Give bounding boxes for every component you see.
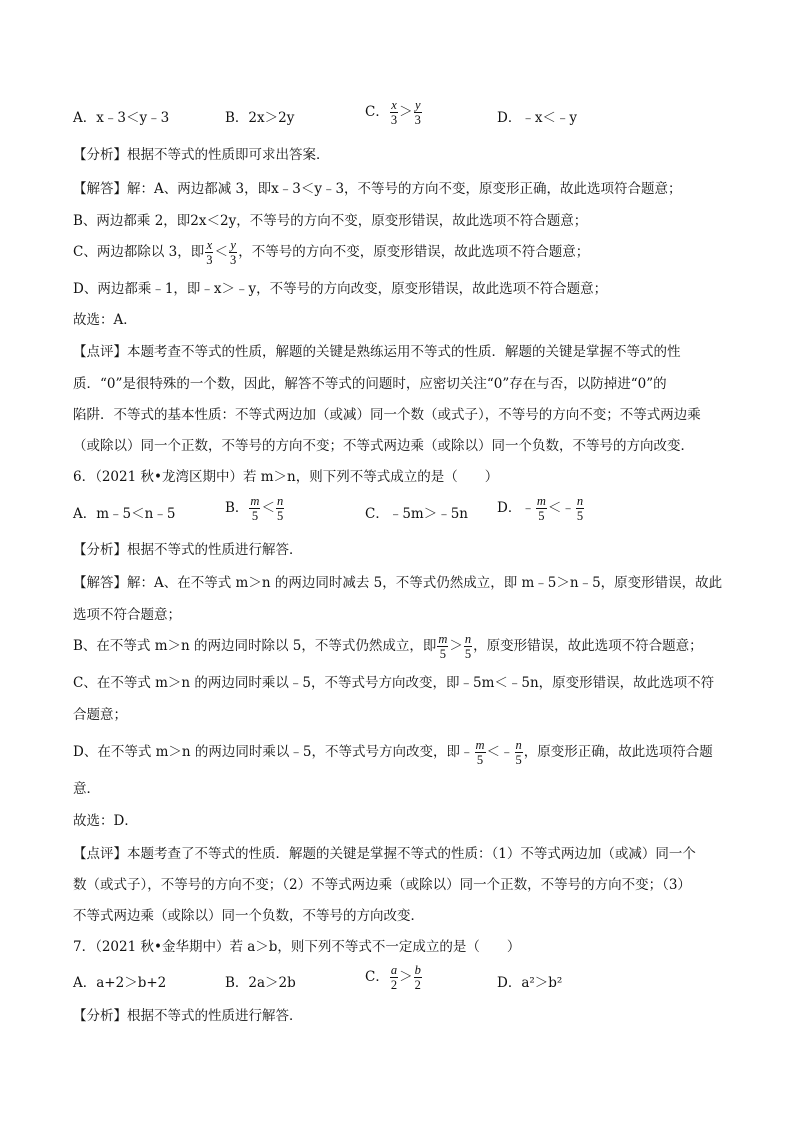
fraction: $\frac{x}{3}$ [206, 238, 213, 267]
q6-solution-line: B、在不等式 m＞n 的两边同时除以 5，不等式仍然成立，即 $\frac{m}{5}$ ＞ $\frac{n}{5}$ ，原变形错误，故此选项不符合题意； [73, 632, 703, 661]
fraction: $\frac{y}{3}$ [229, 238, 237, 267]
q7-option-a: A．a+2＞b+2 [73, 975, 167, 991]
fraction: $\frac{n}{5}$ [276, 494, 284, 523]
q6-answer: 故选：D． [73, 813, 138, 829]
q5-option-c-prefix: C． [365, 104, 389, 120]
q6-comment-line: 【点评】本题考查了不等式的性质．解题的关键是掌握不等式的性质：（1）不等式两边加（或减）同一个 [73, 846, 696, 862]
fraction: $\frac{m}{5}$ [250, 494, 260, 523]
q5-option-d: D．﹣x＜﹣y [497, 110, 578, 126]
q6-solution-line: 合题意； [73, 707, 127, 723]
q5-option-a: A．x﹣3＜y﹣3 [73, 110, 170, 126]
q6-comment-line: 数（或式子），不等号的方向不变；（2）不等式两边乘（或除以）同一个正数，不等号的方向不变；（3） [73, 877, 691, 893]
q6-comment-line: 不等式两边乘（或除以）同一个负数，不等号的方向改变． [73, 908, 424, 924]
q6-option-b: B． $\frac{m}{5}$ ＜ $\frac{n}{5}$ [225, 494, 284, 523]
q6-option-d: D．﹣ $\frac{m}{5}$ ＜﹣ $\frac{n}{5}$ [497, 494, 584, 523]
fraction: $\frac{n}{5}$ [576, 494, 584, 523]
q5-solution-line: B、两边都乘 2，即2x＜2y，不等号的方向不变，原变形错误，故此选项不符合题意； [73, 213, 588, 229]
q6-option-a: A．m﹣5＜n﹣5 [73, 506, 176, 522]
q5-solution-line: 【解答】解：A、两边都减 3，即x﹣3＜y﹣3，不等号的方向不变，原变形正确，故此选项符合题意； [73, 181, 682, 197]
q6-option-c: C．﹣5m＞﹣5n [365, 506, 469, 522]
q5-solution-line: D、两边都乘﹣1，即﹣x＞﹣y，不等号的方向改变，原变形错误，故此选项不符合题意； [73, 281, 608, 297]
q5-comment-line: 【点评】本题考查不等式的性质，解题的关键是熟练运用不等式的性质．解题的关键是掌握不等式的性 [73, 344, 681, 360]
q5-solution-line: C、两边都除以 3，即 $\frac{x}{3}$ ＜ $\frac{y}{3}$ ，不等号的方向不变，原变形错误，故此选项不符合题意； [73, 238, 590, 267]
q5-comment-line: 质．“0”是很特殊的一个数，因此，解答不等式的问题时，应密切关注“0”存在与否，以防掉进“0”的 [73, 376, 667, 392]
q7-option-d: D．a²＞b² [497, 975, 563, 991]
fraction: $\frac{y}{3}$ [414, 98, 421, 127]
q6-solution-line: 意． [73, 781, 100, 797]
q6-stem: 6．（2021 秋•龙湾区期中）若 m＞n，则下列不等式成立的是（ ） [73, 469, 499, 485]
q7-analysis: 【分析】根据不等式的性质进行解答． [73, 1008, 303, 1024]
operator: ＞ [399, 104, 413, 120]
q5-answer: 故选：A． [73, 312, 137, 328]
q6-solution-line: D、在不等式 m＞n 的两边同时乘以﹣5，不等式号方向改变，即﹣ $\frac{m}{5}$ ＜﹣ $\frac{n}{5}$ ，原变形正确，故此选项符合题 [73, 738, 713, 767]
q7-stem: 7．（2021 秋•金华期中）若 a＞b，则下列不等式不一定成立的是（ ） [73, 939, 521, 955]
q5-comment-line: 陷阱．不等式的基本性质：不等式两边加（或减）同一个数（或式子），不等号的方向不变；不等式两边乘 [73, 407, 701, 423]
q6-analysis: 【分析】根据不等式的性质进行解答． [73, 542, 303, 558]
fraction: $\frac{n}{5}$ [515, 738, 522, 767]
q5-comment-line: （或除以）同一个正数，不等号的方向不变；不等式两边乘（或除以）同一个负数，不等号的方向改变． [73, 438, 694, 454]
fraction: $\frac{m}{5}$ [475, 738, 485, 767]
q5-option-c [365, 98, 423, 127]
fraction: $\frac{x}{3}$ [390, 98, 398, 127]
q7-option-b: B．2a＞2b [225, 975, 296, 991]
fraction: $\frac{n}{5}$ [464, 632, 472, 661]
fraction: $\frac{m}{5}$ [536, 494, 546, 523]
q5-option-b: B．2x＞2y [225, 110, 295, 126]
q6-solution-line: 【解答】解：A、在不等式 m＞n 的两边同时减去 5，不等式仍然成立，即 m﹣5＞n﹣5，原变形错误，故此 [73, 575, 723, 591]
fraction: $\frac{m}{5}$ [438, 632, 448, 661]
q6-solution-line: C、在不等式 m＞n 的两边同时乘以﹣5，不等式号方向改变，即﹣5m＜﹣5n，原变形错误，故此选项不符 [73, 675, 715, 691]
q6-solution-line: 选项不符合题意； [73, 607, 181, 623]
fraction: $\frac{b}{2}$ [414, 963, 421, 992]
q7-option-c: C． $\frac{a}{2}$ ＞ $\frac{b}{2}$ [365, 963, 421, 992]
q5-analysis: 【分析】根据不等式的性质即可求出答案． [73, 147, 330, 163]
fraction: $\frac{a}{2}$ [390, 963, 398, 992]
